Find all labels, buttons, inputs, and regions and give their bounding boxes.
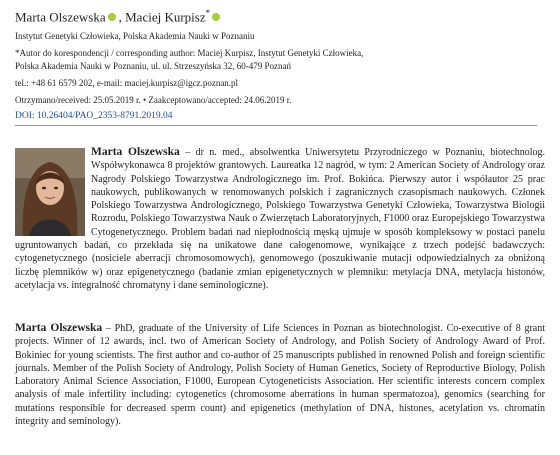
doi-link[interactable]: DOI: 10.26404/PAO_2353-8791.2019.04 (15, 111, 173, 121)
contact-info: tel.: +48 61 6579 202, e-mail: maciej.kurpisz@igcz.poznan.pl (15, 78, 239, 88)
received-accepted-dates: Otrzymano/received: 25.05.2019 r. • Zaakceptowano/accepted: 24.06.2019 r. (15, 95, 292, 105)
bio-english (15, 322, 545, 428)
bio-polish (15, 146, 545, 292)
photo-spacer (15, 146, 91, 232)
correspondence-line: Polska Akademia Nauki w Poznaniu, ul. ul. Strzeszyńska 32, 60-479 Poznań (15, 61, 291, 71)
corresponding-mark: * (205, 8, 211, 18)
orcid-icon[interactable] (108, 13, 116, 21)
author-line: Marta Olszewska , Maciej Kurpisz* (15, 8, 223, 25)
bio-name: Marta Olszewska (15, 322, 103, 334)
bio-text: – dr n. med., absolwentka Uniwersytetu Przyrodniczego w Poznaniu, biotechnolog. Współwykonawca 8 projektów grantowych. Laureatka 12 nagród, w tym: 2 American Society of Andrology oraz Nagrody Polskiego Towarzystwa Andrologicznego im. Prof. Bokińca. Pierwszy autor i współautor 25 prac naukowych, publikowanych w renomowanych polskich i zagranicznych czasopismach naukowych. Członek Polskiego Towarzystwa Andrologicznego, Polskiego Towarzystwa Genetyki Człowieka, Towarzystwa Biologii Rozrodu, Polskiego Towarzystwa Nauk o Zwierzętach Laboratoryjnych, F1000 oraz Europejskiego Towarzystwa Cytogenetycznego. Problem badań nad niepłodnością męską ujmuje w sposób kompleksowy w postaci panelu ugruntowanych badań, co przekłada się na unikatowe dane całogenomowe, wynikające z trzech podejść badawczych: cytogenetycznego (nosiciele aberracji chromosomowych), genomowego (poszukiwanie mutacji odpowiedzialnych za obniżoną liczbę plemników w) oraz epigenetycznego (badanie zmian epigenetycznych w plemniku: metylacja DNA, metylacja histonów, acetylacja vs. integralność chromatyny i dane seminologiczne). (15, 147, 545, 291)
orcid-icon[interactable] (212, 13, 220, 21)
author-name: Marta Olszewska (15, 9, 106, 25)
author-name: Maciej Kurpisz (125, 9, 206, 25)
correspondence-line: *Autor do korespondencji / corresponding author: Maciej Kurpisz, Instytut Genetyki Człowieka, (15, 48, 364, 58)
bio-text: – PhD, graduate of the University of Life Sciences in Poznan as biotechnologist. Co-executive of 8 grant projects. Winner of 12 awards, incl. two of American Society of Andrology, and Polish Society of Andrology Award of Prof. Bokiniec for young scientists. The first author and co-author of 25 manuscripts published in renowned Polish and foreign scientific journals. Member of the Polish Society of Andrology, Polish Society of Human Genetics, Society of Reproductive Biology, Polish Laboratory Animal Science Association, F1000, European Cytogeneticists Association. Her scientific interests concern complex analysis of male infertility including: cytogenetics (chromosome aberrations in human spermatozoa), genomics (searching for mutations responsible for decreased sperm count) and epigenetics (methylation of DNA, histones, acetylation vs. chromatin integrity and seminology). (15, 323, 546, 428)
bio-name: Marta Olszewska (91, 146, 180, 158)
divider (15, 125, 537, 126)
affiliation: Instytut Genetyki Człowieka, Polska Akademia Nauki w Poznaniu (15, 31, 255, 41)
